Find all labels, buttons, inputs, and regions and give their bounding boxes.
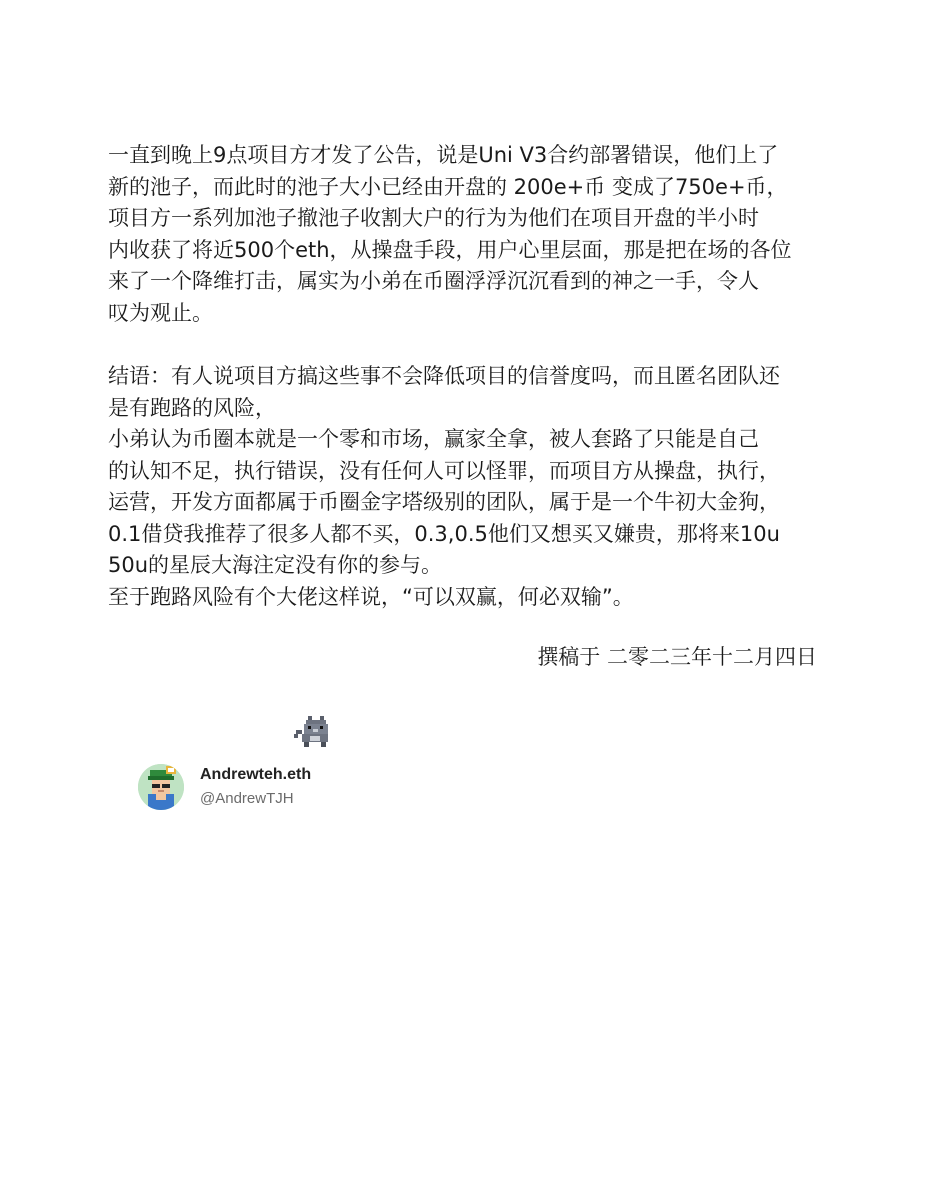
text-line: 小弟认为币圈本就是一个零和市场，赢家全拿，被人套路了只能是自己 — [108, 427, 759, 451]
text-line: 0.1借贷我推荐了很多人都不买，0.3,0.5他们又想买又嫌贵，那将来10u — [108, 521, 780, 546]
text-line: 50u的星辰大海注定没有你的参与。 — [108, 553, 443, 577]
signature-date: 撰稿于 二零二三年十二月四日 — [537, 645, 817, 669]
text-line: 叹为观止。 — [108, 300, 213, 325]
text-line: 是有跑路的风险， — [108, 395, 276, 420]
text-line: 来了一个降维打击，属实为小弟在币圈浮浮沉沉看到的神之一手，令人 — [108, 269, 759, 293]
paragraph-announcement — [108, 140, 820, 329]
text-line: 结语：有人说项目方搞这些事不会降低项目的信誉度吗，而且匿名团队还 — [108, 364, 780, 388]
pixel-avatar-icon[interactable] — [138, 764, 184, 810]
text-line: 一直到晚上9点项目方才发了公告，说是Uni V3合约部署错误，他们上了 — [108, 143, 779, 167]
article-body — [108, 140, 820, 613]
text-line: 至于跑路风险有个大佬这样说，“可以双赢，何必双输”。 — [108, 584, 634, 609]
text-line: 的认知不足，执行错误，没有任何人可以怪罪，而项目方从操盘，执行， — [108, 458, 780, 483]
paragraph-conclusion — [108, 361, 820, 613]
text-line: 运营，开发方面都属于币圈金字塔级别的团队，属于是一个牛初大金狗， — [108, 490, 780, 514]
author-handle[interactable]: @AndrewTJH — [200, 790, 294, 807]
text-line: 新的池子，而此时的池子大小已经由开盘的 200e+币 变成了750e+币， — [108, 174, 788, 199]
text-line: 项目方一系列加池子撤池子收割大户的行为为他们在项目开盘的半小时 — [108, 206, 759, 230]
pixel-cat-icon — [294, 716, 332, 748]
paragraph-spacer — [108, 329, 820, 361]
text-line: 内收获了将近500个eth，从操盘手段，用户心里层面，那是把在场的各位 — [108, 237, 792, 262]
author-name[interactable]: Andrewteh.eth — [200, 766, 312, 783]
